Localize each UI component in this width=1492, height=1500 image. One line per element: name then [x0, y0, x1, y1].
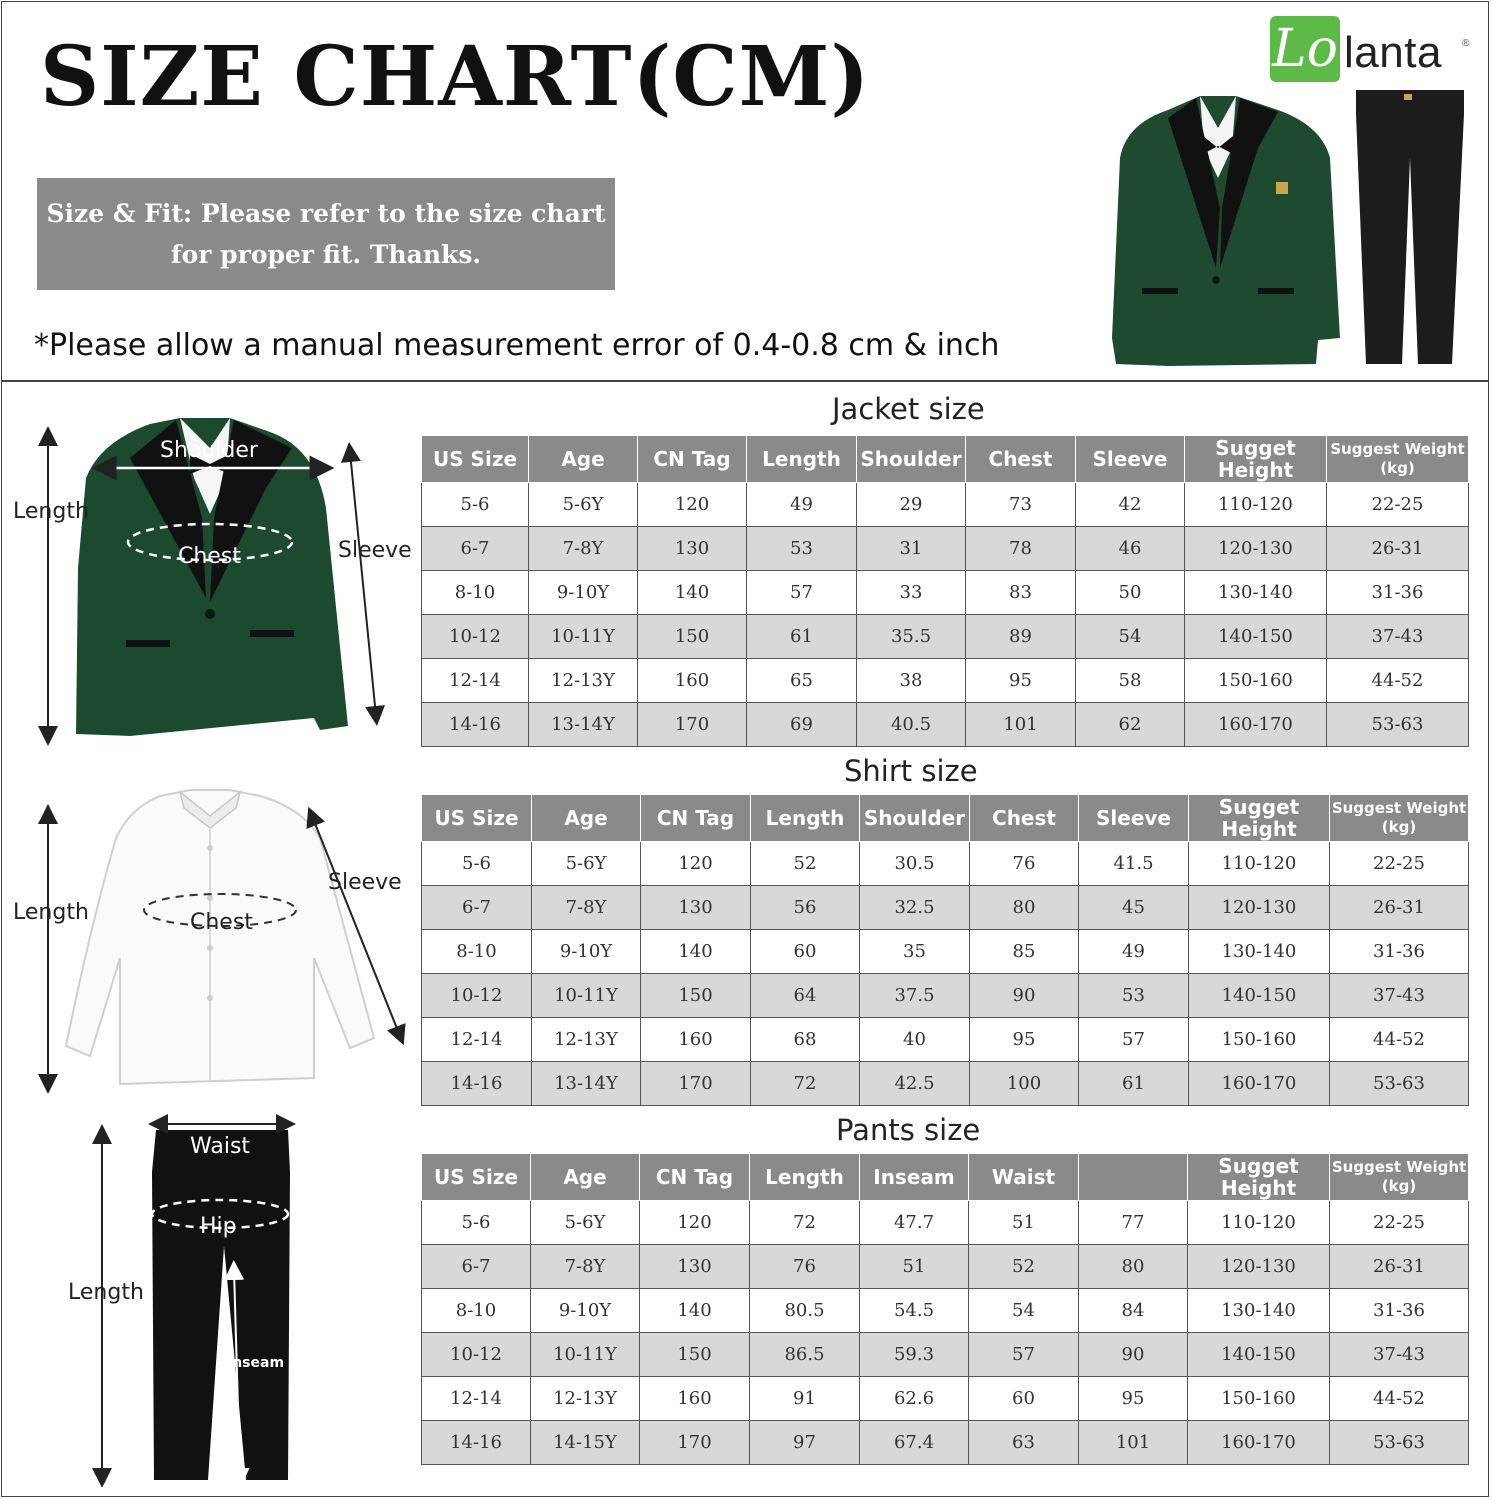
- pants-table-cell: 140-150: [1188, 1333, 1330, 1377]
- shirt-picture: [66, 790, 374, 1084]
- pants-table-cell: 130: [640, 1245, 750, 1289]
- pants-table-cell: 12-14: [422, 1377, 531, 1421]
- pants-table-cell: 97: [750, 1421, 860, 1465]
- shirt-table-cell: 44-52: [1330, 1018, 1469, 1062]
- pants-table-cell: 101: [1079, 1421, 1188, 1465]
- shirt-table-cell: 56: [751, 886, 860, 930]
- jacket-table-cell: 78: [966, 527, 1076, 571]
- shirt-table-cell: 35: [860, 930, 970, 974]
- jacket-header-cell: Age: [529, 436, 638, 483]
- jacket-header-cell: Length: [747, 436, 857, 483]
- pants-header-cell: Suggest Weight (kg): [1330, 1154, 1469, 1201]
- brand-logo-word: lanta: [1344, 28, 1442, 77]
- shirt-table-cell: 6-7: [422, 886, 532, 930]
- pants-table-cell: 57: [969, 1333, 1079, 1377]
- pants-table-row: [422, 1245, 1469, 1289]
- shirt-table-row: [422, 974, 1469, 1018]
- pants-table-row: [422, 1421, 1469, 1465]
- pants-table-cell: 80.5: [750, 1289, 860, 1333]
- shirt-size-table: [421, 794, 1469, 1106]
- jacket-table-cell: 29: [857, 483, 966, 527]
- jacket-table-cell: 7-8Y: [529, 527, 638, 571]
- jacket-table-cell: 12-13Y: [529, 659, 638, 703]
- jacket-table-row: [422, 483, 1469, 527]
- pants-table-cell: 51: [860, 1245, 969, 1289]
- shirt-table-cell: 120: [641, 842, 751, 886]
- jacket-table-cell: 101: [966, 703, 1076, 747]
- pants-table-cell: 22-25: [1330, 1201, 1469, 1245]
- shirt-table-row: [422, 1018, 1469, 1062]
- pants-table-row: [422, 1289, 1469, 1333]
- jacket-table-cell: 37-43: [1327, 615, 1469, 659]
- shirt-table-row: [422, 842, 1469, 886]
- jacket-table-cell: 95: [966, 659, 1076, 703]
- jacket-table-cell: 10-11Y: [529, 615, 638, 659]
- jacket-table-cell: 9-10Y: [529, 571, 638, 615]
- pants-table-cell: 54: [969, 1289, 1079, 1333]
- pants-table-cell: 26-31: [1330, 1245, 1469, 1289]
- shirt-table-cell: 60: [751, 930, 860, 974]
- pants-table-cell: 76: [750, 1245, 860, 1289]
- pants-table-cell: 62.6: [860, 1377, 969, 1421]
- pants-table-cell: 84: [1079, 1289, 1188, 1333]
- jacket-header-cell: US Size: [422, 436, 529, 483]
- measurement-error-note: *Please allow a manual measurement error of 0.4-0.8 cm & inch: [34, 328, 1000, 363]
- pants-table-cell: 37-43: [1330, 1333, 1469, 1377]
- jacket-table-cell: 83: [966, 571, 1076, 615]
- pants-table-row: [422, 1377, 1469, 1421]
- pants-table-cell: 47.7: [860, 1201, 969, 1245]
- pants-table-cell: 80: [1079, 1245, 1188, 1289]
- jacket-table-cell: 120-130: [1185, 527, 1327, 571]
- jacket-table-cell: 58: [1076, 659, 1185, 703]
- pants-inseam-label: Inseam: [227, 1355, 285, 1371]
- jacket-table-row: [422, 703, 1469, 747]
- jacket-table-cell: 8-10: [422, 571, 529, 615]
- pants-table-cell: 86.5: [750, 1333, 860, 1377]
- pants-header-cell: US Size: [422, 1154, 531, 1201]
- pants-length-label: Length: [68, 1280, 144, 1305]
- shirt-table-cell: 80: [970, 886, 1079, 930]
- shirt-table-cell: 95: [970, 1018, 1079, 1062]
- brand-registered-mark: ®: [1462, 38, 1470, 49]
- shirt-table-row: [422, 930, 1469, 974]
- jacket-shoulder-label: Shoulder: [160, 438, 258, 463]
- pants-hip-label: Hip: [200, 1214, 237, 1239]
- jacket-table-cell: 53-63: [1327, 703, 1469, 747]
- shirt-table-row: [422, 1062, 1469, 1106]
- pants-table-cell: 110-120: [1188, 1201, 1330, 1245]
- jacket-table-cell: 57: [747, 571, 857, 615]
- jacket-section-title: Jacket size: [832, 392, 985, 426]
- shirt-table-cell: 49: [1079, 930, 1189, 974]
- pants-table-cell: 7-8Y: [531, 1245, 640, 1289]
- jacket-table-cell: 54: [1076, 615, 1185, 659]
- shirt-table-cell: 57: [1079, 1018, 1189, 1062]
- shirt-table-cell: 130-140: [1189, 930, 1330, 974]
- brand-logo-mark: Lo: [1270, 16, 1340, 82]
- shirt-table-cell: 72: [751, 1062, 860, 1106]
- shirt-section-title: Shirt size: [844, 754, 978, 788]
- pants-table-cell: 44-52: [1330, 1377, 1469, 1421]
- shirt-table-cell: 150: [641, 974, 751, 1018]
- shirt-table-cell: 10-12: [422, 974, 532, 1018]
- shirt-table-cell: 9-10Y: [532, 930, 641, 974]
- jacket-table-cell: 14-16: [422, 703, 529, 747]
- jacket-table-cell: 31-36: [1327, 571, 1469, 615]
- jacket-table-cell: 40.5: [857, 703, 966, 747]
- pants-table-cell: 130-140: [1188, 1289, 1330, 1333]
- pants-table-cell: 120-130: [1188, 1245, 1330, 1289]
- pants-table-cell: 5-6Y: [531, 1201, 640, 1245]
- shirt-header-cell: Sugget Height: [1189, 795, 1330, 842]
- shirt-table-cell: 53: [1079, 974, 1189, 1018]
- suit-product-image: [1108, 88, 1468, 370]
- pants-table-cell: 31-36: [1330, 1289, 1469, 1333]
- shirt-chest-label: Chest: [190, 910, 253, 935]
- pants-table-cell: 150: [640, 1333, 750, 1377]
- pants-table-cell: 160: [640, 1377, 750, 1421]
- jacket-table-cell: 120: [638, 483, 747, 527]
- jacket-table-cell: 13-14Y: [529, 703, 638, 747]
- pants-table-cell: 8-10: [422, 1289, 531, 1333]
- shirt-table-cell: 85: [970, 930, 1079, 974]
- jacket-table-cell: 160: [638, 659, 747, 703]
- jacket-table-cell: 10-12: [422, 615, 529, 659]
- pants-table-cell: 6-7: [422, 1245, 531, 1289]
- shirt-table-cell: 5-6: [422, 842, 532, 886]
- pants-table-cell: 14-15Y: [531, 1421, 640, 1465]
- pants-header-cell: Age: [531, 1154, 640, 1201]
- jacket-table-cell: 50: [1076, 571, 1185, 615]
- shirt-table-cell: 140-150: [1189, 974, 1330, 1018]
- pants-table-cell: 63: [969, 1421, 1079, 1465]
- shirt-table-cell: 160-170: [1189, 1062, 1330, 1106]
- pants-table-cell: 90: [1079, 1333, 1188, 1377]
- shirt-table-cell: 12-13Y: [532, 1018, 641, 1062]
- jacket-table-row: [422, 659, 1469, 703]
- pants-table-row: [422, 1333, 1469, 1377]
- page-title: SIZE CHART(CM): [40, 29, 871, 125]
- pants-table-cell: 5-6: [422, 1201, 531, 1245]
- shirt-table-cell: 52: [751, 842, 860, 886]
- jacket-table-cell: 53: [747, 527, 857, 571]
- pants-table-cell: 170: [640, 1421, 750, 1465]
- header-divider: [1, 380, 1489, 382]
- jacket-table-cell: 26-31: [1327, 527, 1469, 571]
- pants-table-cell: 150-160: [1188, 1377, 1330, 1421]
- pants-table-cell: 67.4: [860, 1421, 969, 1465]
- jacket-table-cell: 140-150: [1185, 615, 1327, 659]
- pants-table-cell: 72: [750, 1201, 860, 1245]
- shirt-header-cell: CN Tag: [641, 795, 751, 842]
- jacket-table-cell: 130-140: [1185, 571, 1327, 615]
- jacket-header-cell: Suggest Weight (kg): [1327, 436, 1469, 483]
- pants-table-cell: 54.5: [860, 1289, 969, 1333]
- pants-header-cell: Waist: [969, 1154, 1079, 1201]
- shirt-table-cell: 140: [641, 930, 751, 974]
- shirt-table-cell: 170: [641, 1062, 751, 1106]
- shirt-header-cell: Length: [751, 795, 860, 842]
- shirt-length-label: Length: [13, 900, 89, 925]
- jacket-table-cell: 42: [1076, 483, 1185, 527]
- shirt-header-cell: Suggest Weight (kg): [1330, 795, 1469, 842]
- jacket-table-cell: 38: [857, 659, 966, 703]
- header-jacket-picture: [1112, 96, 1340, 366]
- shirt-table-cell: 42.5: [860, 1062, 970, 1106]
- shirt-table-cell: 110-120: [1189, 842, 1330, 886]
- pants-table-cell: 53-63: [1330, 1421, 1469, 1465]
- jacket-header-cell: Sugget Height: [1185, 436, 1327, 483]
- pants-header-cell: Inseam: [860, 1154, 969, 1201]
- jacket-chest-label: Chest: [178, 544, 241, 569]
- size-fit-line-2: for proper fit. Thanks.: [170, 240, 482, 269]
- shirt-diagram: [30, 788, 420, 1098]
- jacket-table-cell: 110-120: [1185, 483, 1327, 527]
- pants-header-cell: CN Tag: [640, 1154, 750, 1201]
- pants-table-cell: 140: [640, 1289, 750, 1333]
- pants-table-cell: 59.3: [860, 1333, 969, 1377]
- jacket-table-row: [422, 571, 1469, 615]
- jacket-table-cell: 61: [747, 615, 857, 659]
- jacket-sleeve-label: Sleeve: [338, 538, 412, 563]
- pants-waist-label: Waist: [190, 1134, 251, 1159]
- pants-table-cell: 52: [969, 1245, 1079, 1289]
- jacket-table-row: [422, 615, 1469, 659]
- shirt-table-cell: 45: [1079, 886, 1189, 930]
- jacket-table-row: [422, 527, 1469, 571]
- jacket-header-cell: CN Tag: [638, 436, 747, 483]
- shirt-table-cell: 53-63: [1330, 1062, 1469, 1106]
- shirt-table-cell: 26-31: [1330, 886, 1469, 930]
- shirt-header-cell: Shoulder: [860, 795, 970, 842]
- jacket-table-cell: 6-7: [422, 527, 529, 571]
- pants-header-cell: Sugget Height: [1188, 1154, 1330, 1201]
- jacket-table-cell: 170: [638, 703, 747, 747]
- shirt-table-cell: 14-16: [422, 1062, 532, 1106]
- jacket-size-table: [421, 435, 1469, 747]
- shirt-table-cell: 160: [641, 1018, 751, 1062]
- jacket-table-cell: 150-160: [1185, 659, 1327, 703]
- shirt-header-cell: Sleeve: [1079, 795, 1189, 842]
- pants-size-table: [421, 1153, 1469, 1465]
- pants-header-cell: [1079, 1154, 1188, 1201]
- pants-table-cell: 51: [969, 1201, 1079, 1245]
- shirt-table-cell: 76: [970, 842, 1079, 886]
- jacket-table-cell: 22-25: [1327, 483, 1469, 527]
- pants-header-cell: Length: [750, 1154, 860, 1201]
- pants-table-cell: 60: [969, 1377, 1079, 1421]
- pants-table-cell: 10-12: [422, 1333, 531, 1377]
- jacket-table-cell: 65: [747, 659, 857, 703]
- jacket-diagram: [30, 418, 420, 748]
- shirt-table-row: [422, 886, 1469, 930]
- size-fit-line-1: Size & Fit: Please refer to the size chart: [46, 199, 606, 228]
- jacket-table-cell: 5-6Y: [529, 483, 638, 527]
- pants-table-cell: 91: [750, 1377, 860, 1421]
- jacket-header-cell: Sleeve: [1076, 436, 1185, 483]
- jacket-table-cell: 33: [857, 571, 966, 615]
- pants-section-title: Pants size: [836, 1113, 981, 1147]
- jacket-table-cell: 46: [1076, 527, 1185, 571]
- jacket-length-label: Length: [13, 499, 89, 524]
- header-pants-picture: [1356, 90, 1464, 364]
- shirt-table-cell: 61: [1079, 1062, 1189, 1106]
- jacket-table-cell: 35.5: [857, 615, 966, 659]
- shirt-table-cell: 64: [751, 974, 860, 1018]
- shirt-table-cell: 90: [970, 974, 1079, 1018]
- jacket-table-cell: 73: [966, 483, 1076, 527]
- pants-table-cell: 120: [640, 1201, 750, 1245]
- jacket-sleeve-arrow: [350, 452, 376, 716]
- jacket-table-cell: 160-170: [1185, 703, 1327, 747]
- jacket-table-cell: 130: [638, 527, 747, 571]
- pants-table-cell: 14-16: [422, 1421, 531, 1465]
- pants-table-cell: 10-11Y: [531, 1333, 640, 1377]
- jacket-picture: [76, 418, 348, 736]
- jacket-table-cell: 31: [857, 527, 966, 571]
- shirt-header-cell: US Size: [422, 795, 532, 842]
- pants-table-cell: 77: [1079, 1201, 1188, 1245]
- pants-table-cell: 9-10Y: [531, 1289, 640, 1333]
- pants-table-cell: 12-13Y: [531, 1377, 640, 1421]
- jacket-header-cell: Chest: [966, 436, 1076, 483]
- jacket-table-cell: 62: [1076, 703, 1185, 747]
- shirt-table-cell: 8-10: [422, 930, 532, 974]
- shirt-table-cell: 5-6Y: [532, 842, 641, 886]
- jacket-table-cell: 5-6: [422, 483, 529, 527]
- shirt-table-cell: 32.5: [860, 886, 970, 930]
- shirt-table-cell: 31-36: [1330, 930, 1469, 974]
- shirt-table-cell: 40: [860, 1018, 970, 1062]
- pants-table-cell: 160-170: [1188, 1421, 1330, 1465]
- pants-table-cell: 95: [1079, 1377, 1188, 1421]
- jacket-header-cell: Shoulder: [857, 436, 966, 483]
- shirt-table-cell: 13-14Y: [532, 1062, 641, 1106]
- shirt-table-cell: 7-8Y: [532, 886, 641, 930]
- shirt-table-cell: 68: [751, 1018, 860, 1062]
- shirt-table-cell: 150-160: [1189, 1018, 1330, 1062]
- jacket-table-cell: 49: [747, 483, 857, 527]
- jacket-table-cell: 44-52: [1327, 659, 1469, 703]
- shirt-header-cell: Age: [532, 795, 641, 842]
- shirt-table-cell: 41.5: [1079, 842, 1189, 886]
- shirt-table-cell: 37-43: [1330, 974, 1469, 1018]
- jacket-table-cell: 69: [747, 703, 857, 747]
- shirt-table-cell: 100: [970, 1062, 1079, 1106]
- shirt-table-cell: 130: [641, 886, 751, 930]
- size-fit-notice: [37, 178, 615, 290]
- shirt-table-cell: 10-11Y: [532, 974, 641, 1018]
- jacket-table-cell: 150: [638, 615, 747, 659]
- pants-picture: [152, 1130, 290, 1480]
- shirt-table-cell: 30.5: [860, 842, 970, 886]
- shirt-table-cell: 37.5: [860, 974, 970, 1018]
- shirt-table-cell: 120-130: [1189, 886, 1330, 930]
- pants-table-row: [422, 1201, 1469, 1245]
- shirt-table-cell: 12-14: [422, 1018, 532, 1062]
- jacket-table-cell: 12-14: [422, 659, 529, 703]
- shirt-sleeve-label: Sleeve: [328, 870, 402, 895]
- jacket-table-cell: 89: [966, 615, 1076, 659]
- shirt-table-cell: 22-25: [1330, 842, 1469, 886]
- shirt-header-cell: Chest: [970, 795, 1079, 842]
- jacket-table-cell: 140: [638, 571, 747, 615]
